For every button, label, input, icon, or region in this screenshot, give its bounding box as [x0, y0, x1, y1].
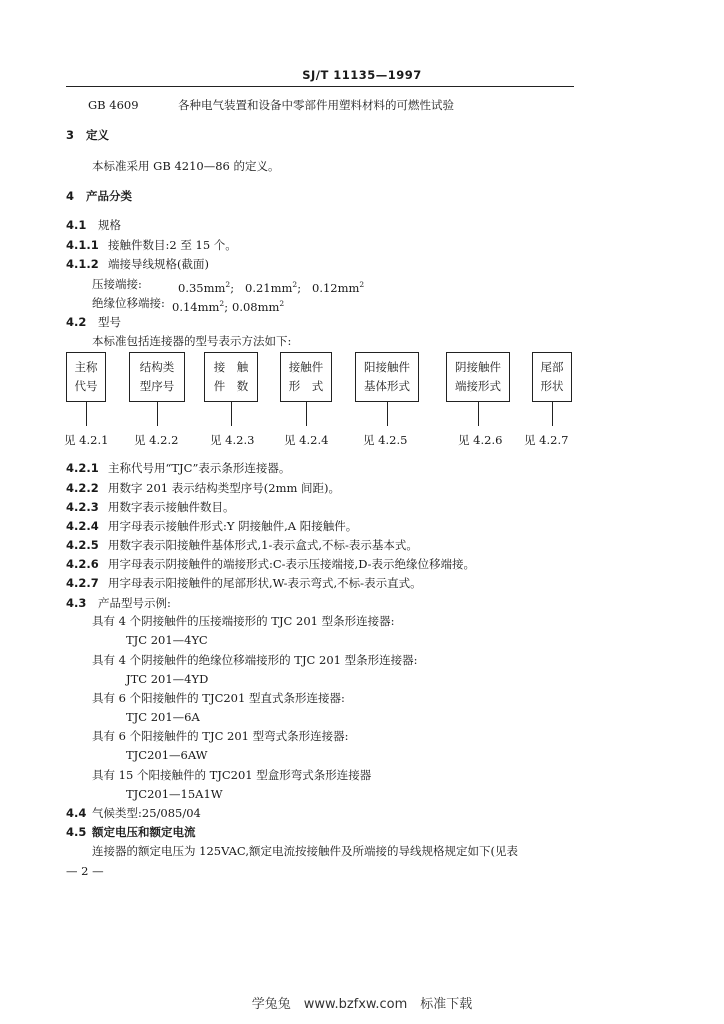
section-4-title: 产品分类: [86, 189, 132, 203]
item-text: 用字母表示阴接触件的端接形式:C-表示压接端接,D-表示绝缘位移端接。: [108, 557, 476, 571]
section-4-1-title: 规格: [98, 218, 121, 232]
diagram-ref: 见 4.2.4: [284, 433, 329, 447]
diagram-connector: [157, 402, 158, 426]
example-description: 具有 15 个阳接触件的 TJC201 型盒形弯式条形连接器: [92, 768, 372, 782]
diagram-ref: 见 4.2.6: [458, 433, 503, 447]
crimp-label: 压接端接:: [92, 277, 142, 291]
section-4-4-text: 气候类型:25/085/04: [92, 806, 201, 820]
item-text: 主称代号用“TJC”表示条形连接器。: [108, 461, 291, 475]
crimp-value-2: $0.21mm^2$;: [245, 280, 302, 295]
example-code: TJC201—6AW: [126, 748, 208, 762]
diagram-connector: [552, 402, 553, 426]
section-3-number: 3: [66, 128, 75, 142]
diagram-box-tail-shape: 尾部 形状: [532, 352, 572, 402]
diagram-connector: [387, 402, 388, 426]
diagram-box-male-base-form: 阳接触件 基体形式: [355, 352, 419, 402]
diagram-box-structure-type: 结构类 型序号: [129, 352, 185, 402]
item-number: 4.2.4: [66, 519, 99, 533]
diagram-box-main-code: 主称 代号: [66, 352, 106, 402]
item-text: 用字母表示接触件形式:Y 阴接触件,A 阳接触件。: [108, 519, 358, 533]
item-number: 4.2.5: [66, 538, 99, 552]
item-text: 用数字 201 表示结构类型序号(2mm 间距)。: [108, 481, 341, 495]
header-rule: [66, 86, 574, 87]
diagram-ref: 见 4.2.5: [363, 433, 408, 447]
crimp-value-1: $0.35mm^2$;: [178, 280, 235, 295]
item-text: 用字母表示阳接触件的尾部形状,W-表示弯式,不标-表示直式。: [108, 576, 422, 590]
page-number: — 2 —: [66, 864, 104, 878]
section-4-1-1-number: 4.1.1: [66, 238, 99, 252]
item-text: 用数字表示接触件数目。: [108, 500, 235, 514]
item-number: 4.2.2: [66, 481, 99, 495]
section-4-3-number: 4.3: [66, 596, 87, 610]
standard-number: SJ/T 11135—1997: [302, 68, 422, 82]
example-code: TJC201—15A1W: [126, 787, 223, 801]
section-4-4-number: 4.4: [66, 806, 87, 820]
example-code: JTC 201—4YD: [126, 672, 209, 686]
diagram-box-female-termination: 阴接触件 端接形式: [446, 352, 510, 402]
ref-standard-title: 各种电气装置和设备中零部件用塑料材料的可燃性试验: [178, 98, 454, 112]
item-number: 4.2.7: [66, 576, 99, 590]
section-4-number: 4: [66, 189, 75, 203]
diagram-connector: [231, 402, 232, 426]
example-description: 具有 6 个阳接触件的 TJC201 型直式条形连接器:: [92, 691, 345, 705]
section-4-2-title: 型号: [98, 315, 121, 329]
diagram-box-contact-count: 接 触 件 数: [204, 352, 258, 402]
example-description: 具有 6 个阳接触件的 TJC 201 型弯式条形连接器:: [92, 729, 349, 743]
ref-standard-code: GB 4609: [88, 98, 139, 112]
diagram-connector: [86, 402, 87, 426]
section-3-title: 定义: [86, 128, 109, 142]
section-4-1-2-number: 4.1.2: [66, 257, 99, 271]
section-4-2-number: 4.2: [66, 315, 87, 329]
idc-value-1: $0.14mm^2$;: [172, 299, 229, 314]
example-description: 具有 4 个阴接触件的绝缘位移端接形的 TJC 201 型条形连接器:: [92, 653, 418, 667]
section-3-body: 本标准采用 GB 4210—86 的定义。: [92, 159, 280, 173]
example-code: TJC 201—6A: [126, 710, 200, 724]
section-4-5-title: 额定电压和额定电流: [92, 825, 196, 839]
diagram-connector: [478, 402, 479, 426]
section-4-1-number: 4.1: [66, 218, 87, 232]
crimp-value-3: $0.12mm^2$: [312, 280, 365, 295]
item-number: 4.2.3: [66, 500, 99, 514]
diagram-ref: 见 4.2.3: [210, 433, 255, 447]
section-4-1-2-text: 端接导线规格(截面): [108, 257, 209, 271]
footer-watermark: 学兔兔 www.bzfxw.com 标准下载: [251, 997, 473, 1012]
idc-label: 绝缘位移端接:: [92, 296, 165, 310]
diagram-box-contact-form: 接触件 形 式: [280, 352, 332, 402]
idc-value-2: $0.08mm^2$: [232, 299, 285, 314]
section-4-1-1-text: 接触件数目:2 至 15 个。: [108, 238, 237, 252]
diagram-connector: [306, 402, 307, 426]
item-text: 用数字表示阳接触件基体形式,1-表示盒式,不标-表示基本式。: [108, 538, 418, 552]
example-code: TJC 201—4YC: [126, 633, 208, 647]
item-number: 4.2.1: [66, 461, 99, 475]
diagram-ref: 见 4.2.1: [64, 433, 109, 447]
section-4-2-body: 本标准包括连接器的型号表示方法如下:: [92, 334, 292, 348]
section-4-5-number: 4.5: [66, 825, 87, 839]
section-4-3-title: 产品型号示例:: [98, 596, 171, 610]
example-description: 具有 4 个阴接触件的压接端接形的 TJC 201 型条形连接器:: [92, 614, 395, 628]
diagram-ref: 见 4.2.2: [134, 433, 179, 447]
diagram-ref: 见 4.2.7: [524, 433, 569, 447]
section-4-5-body: 连接器的额定电压为 125VAC,额定电流按接触件及所端接的导线规格规定如下(见表: [92, 844, 518, 858]
item-number: 4.2.6: [66, 557, 99, 571]
